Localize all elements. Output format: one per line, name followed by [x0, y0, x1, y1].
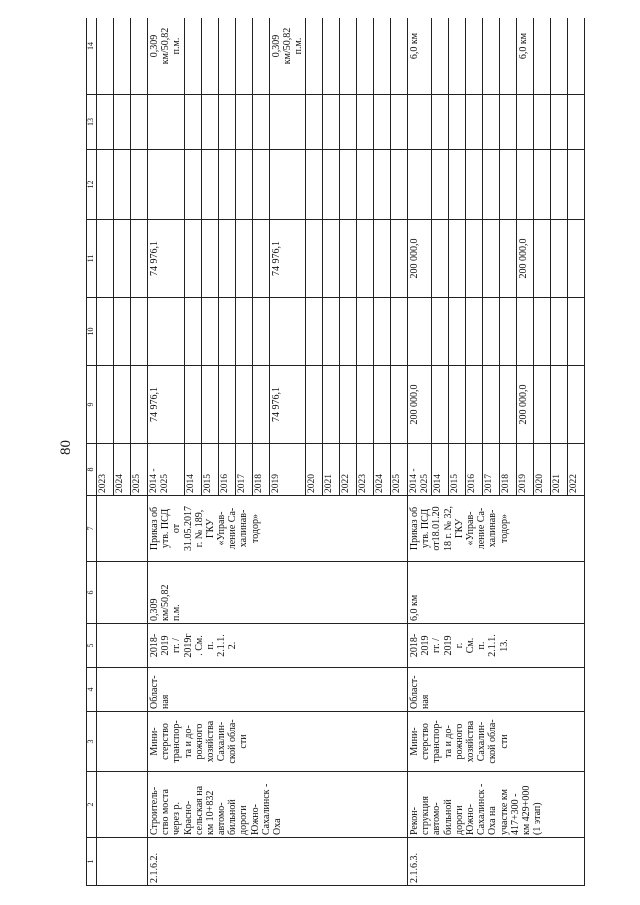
total-col10 [147, 298, 184, 366]
header-cell: 3 [87, 712, 97, 772]
value-cell [96, 366, 113, 444]
value-col10 [551, 298, 568, 366]
value-col11 [357, 220, 374, 298]
value-col12 [517, 150, 534, 220]
value-col13 [184, 95, 201, 150]
value-col13 [218, 95, 235, 150]
value-col12 [269, 150, 306, 220]
value-col12 [483, 150, 500, 220]
header-cell: 4 [87, 668, 97, 712]
value-cell [130, 18, 147, 95]
value-col14 [449, 18, 466, 95]
value-col11 [323, 220, 340, 298]
value-col11 [252, 220, 269, 298]
entry-executor: Мини- стерство транспор- та и до- рожного хозяйства Сахалин- ской обла- сти [147, 712, 407, 772]
value-col12 [201, 150, 218, 220]
header-cell: 1 [87, 838, 97, 886]
value-cell [96, 220, 113, 298]
total-col12 [147, 150, 184, 220]
value-col10 [357, 298, 374, 366]
value-col14 [218, 18, 235, 95]
value-col11 [391, 220, 408, 298]
rotated-table-area [86, 18, 634, 886]
value-col12 [374, 150, 391, 220]
value-cell [96, 18, 113, 95]
year-cell: 2023 [96, 444, 113, 496]
entry-capacity: 6,0 км [408, 562, 585, 624]
value-col14 [323, 18, 340, 95]
header-cell: 7 [87, 496, 97, 562]
year-cell: 2015 [449, 444, 466, 496]
year-cell: 2023 [357, 444, 374, 496]
value-col10 [432, 298, 449, 366]
prev-item-spacer [96, 712, 147, 772]
value-col12 [432, 150, 449, 220]
value-col9: 74 976,1 [269, 366, 306, 444]
year-cell: 2016 [218, 444, 235, 496]
header-row [87, 18, 97, 886]
entry-name: Строитель- ство моста через р. Красно- сельская на км 10+832 автомо- бильной дороги Южно- Сахалинск - Оха [147, 772, 407, 838]
total-years-cell: 2014 - 2025 [147, 444, 184, 496]
value-col13 [323, 95, 340, 150]
value-cell [96, 150, 113, 220]
value-col11 [235, 220, 252, 298]
value-col11 [184, 220, 201, 298]
value-col13 [517, 95, 534, 150]
value-col10 [306, 298, 323, 366]
table-row [147, 18, 184, 886]
year-cell: 2016 [466, 444, 483, 496]
value-col10 [184, 298, 201, 366]
value-col9 [432, 366, 449, 444]
year-cell: 2017 [483, 444, 500, 496]
prev-item-spacer [96, 772, 147, 838]
value-col11 [483, 220, 500, 298]
value-col13 [306, 95, 323, 150]
entry-capacity: 0,309 км/50,82 п.м. [147, 562, 407, 624]
value-col10 [534, 298, 551, 366]
value-cell [113, 95, 130, 150]
value-cell [130, 150, 147, 220]
value-cell [113, 150, 130, 220]
value-col11 [374, 220, 391, 298]
value-col9 [235, 366, 252, 444]
value-col12 [235, 150, 252, 220]
total-col14: 0,309 км/50,82 п.м. [147, 18, 184, 95]
total-col12 [408, 150, 432, 220]
value-col9: 200 000,0 [517, 366, 534, 444]
header-cell: 13 [87, 95, 97, 150]
value-col14 [201, 18, 218, 95]
value-col9 [449, 366, 466, 444]
value-col14 [340, 18, 357, 95]
value-col12 [551, 150, 568, 220]
table-row [96, 18, 113, 886]
value-col9 [466, 366, 483, 444]
total-col13 [147, 95, 184, 150]
total-col10 [408, 298, 432, 366]
entry-basis: Приказ об утв. ПСД от 31.05.2017 г. № 189, ГКУ «Управ- ление Са- халинав- тодор» [147, 496, 407, 562]
year-cell: 2014 [184, 444, 201, 496]
entry-code: 2.1.6.3. [408, 838, 585, 886]
value-col10 [449, 298, 466, 366]
value-col14 [391, 18, 408, 95]
entry-level: Област- ная [147, 668, 407, 712]
value-cell [130, 366, 147, 444]
total-years-cell: 2014 - 2025 [408, 444, 432, 496]
value-col10 [391, 298, 408, 366]
year-cell: 2025 [130, 444, 147, 496]
year-cell: 2025 [391, 444, 408, 496]
value-col11 [449, 220, 466, 298]
value-col12 [306, 150, 323, 220]
value-cell [113, 18, 130, 95]
value-col12 [391, 150, 408, 220]
value-col11: 200 000,0 [517, 220, 534, 298]
value-col9 [568, 366, 585, 444]
value-col9 [306, 366, 323, 444]
entry-period: 2018- 2019 гг. / 2019г . См. п. 2.1.1. 2. [147, 624, 407, 668]
value-col11 [432, 220, 449, 298]
header-cell: 12 [87, 150, 97, 220]
value-col11 [218, 220, 235, 298]
value-col10 [374, 298, 391, 366]
value-col14 [235, 18, 252, 95]
value-col9 [534, 366, 551, 444]
prev-item-spacer [96, 668, 147, 712]
value-col13 [201, 95, 218, 150]
value-col13 [568, 95, 585, 150]
rotated-page-content [86, 18, 634, 886]
value-col10 [323, 298, 340, 366]
value-col13 [466, 95, 483, 150]
value-col14 [551, 18, 568, 95]
year-cell: 2024 [113, 444, 130, 496]
value-col12 [534, 150, 551, 220]
value-col9 [252, 366, 269, 444]
year-cell: 2018 [500, 444, 517, 496]
program-table [86, 18, 585, 886]
total-col11: 74 976,1 [147, 220, 184, 298]
value-col10 [466, 298, 483, 366]
value-col10 [568, 298, 585, 366]
value-col13 [551, 95, 568, 150]
value-col12 [340, 150, 357, 220]
page-number: 80 [57, 439, 74, 455]
value-col13 [252, 95, 269, 150]
value-col9 [391, 366, 408, 444]
value-col14 [357, 18, 374, 95]
value-col11 [466, 220, 483, 298]
value-col10 [517, 298, 534, 366]
table-row [408, 18, 432, 886]
header-cell: 8 [87, 444, 97, 496]
header-cell: 2 [87, 772, 97, 838]
value-col13 [534, 95, 551, 150]
year-cell: 2021 [323, 444, 340, 496]
value-col12 [500, 150, 517, 220]
header-cell: 6 [87, 562, 97, 624]
value-col12 [357, 150, 374, 220]
value-col13 [500, 95, 517, 150]
value-col11 [340, 220, 357, 298]
value-col14 [466, 18, 483, 95]
value-col11 [306, 220, 323, 298]
value-col14 [483, 18, 500, 95]
value-col10 [269, 298, 306, 366]
value-col10 [201, 298, 218, 366]
value-col9 [357, 366, 374, 444]
value-col13 [432, 95, 449, 150]
value-col10 [340, 298, 357, 366]
value-col14 [500, 18, 517, 95]
year-cell: 2019 [269, 444, 306, 496]
value-col9 [374, 366, 391, 444]
value-col14 [184, 18, 201, 95]
value-col10 [235, 298, 252, 366]
value-col12 [252, 150, 269, 220]
total-col9: 200 000,0 [408, 366, 432, 444]
year-cell: 2020 [306, 444, 323, 496]
value-col12 [466, 150, 483, 220]
value-col11: 74 976,1 [269, 220, 306, 298]
value-col9 [323, 366, 340, 444]
value-col13 [449, 95, 466, 150]
prev-item-spacer [96, 562, 147, 624]
value-col13 [235, 95, 252, 150]
total-col11: 200 000,0 [408, 220, 432, 298]
value-cell [96, 298, 113, 366]
value-col13 [483, 95, 500, 150]
value-col11 [551, 220, 568, 298]
year-cell: 2022 [340, 444, 357, 496]
value-col14 [432, 18, 449, 95]
header-cell: 5 [87, 624, 97, 668]
prev-item-spacer [96, 838, 147, 886]
value-col14 [568, 18, 585, 95]
value-col12 [568, 150, 585, 220]
value-cell [130, 220, 147, 298]
total-col13 [408, 95, 432, 150]
value-col9 [201, 366, 218, 444]
entry-level: Област- ная [408, 668, 585, 712]
value-col14 [252, 18, 269, 95]
value-cell [130, 298, 147, 366]
value-cell [130, 95, 147, 150]
year-cell: 2018 [252, 444, 269, 496]
value-col9 [218, 366, 235, 444]
value-col12 [449, 150, 466, 220]
value-col14: 6,0 км [517, 18, 534, 95]
entry-code: 2.1.6.2. [147, 838, 407, 886]
value-col14 [534, 18, 551, 95]
value-col9 [551, 366, 568, 444]
table-body [96, 18, 584, 886]
value-col13 [391, 95, 408, 150]
entry-executor: Мини- стерство транспор- та и до- рожного хозяйства Сахалин- ской обла- сти [408, 712, 585, 772]
value-col10 [500, 298, 517, 366]
value-col10 [218, 298, 235, 366]
value-col11 [534, 220, 551, 298]
entry-name: Рекон- струкция автомо- бильной дороги Южно- Сахалинск - Оха на участке км 417+300 - км 429+000 (1 этап) [408, 772, 585, 838]
value-cell [113, 298, 130, 366]
total-col14: 6,0 км [408, 18, 432, 95]
value-col13 [340, 95, 357, 150]
value-col9 [184, 366, 201, 444]
value-cell [96, 95, 113, 150]
value-col13 [357, 95, 374, 150]
header-cell: 11 [87, 220, 97, 298]
value-col12 [218, 150, 235, 220]
value-col12 [323, 150, 340, 220]
value-col14: 0,309 км/50,82 п.м. [269, 18, 306, 95]
value-col9 [483, 366, 500, 444]
year-cell: 2017 [235, 444, 252, 496]
year-cell: 2019 [517, 444, 534, 496]
year-cell: 2014 [432, 444, 449, 496]
value-col9 [500, 366, 517, 444]
value-cell [113, 220, 130, 298]
value-col11 [568, 220, 585, 298]
year-cell: 2024 [374, 444, 391, 496]
value-cell [113, 366, 130, 444]
year-cell: 2015 [201, 444, 218, 496]
total-col9: 74 976,1 [147, 366, 184, 444]
value-col11 [201, 220, 218, 298]
prev-item-spacer [96, 624, 147, 668]
value-col13 [374, 95, 391, 150]
value-col10 [483, 298, 500, 366]
header-cell: 14 [87, 18, 97, 95]
year-cell: 2020 [534, 444, 551, 496]
value-col14 [374, 18, 391, 95]
header-cell: 9 [87, 366, 97, 444]
year-cell: 2021 [551, 444, 568, 496]
year-cell: 2022 [568, 444, 585, 496]
header-cell: 10 [87, 298, 97, 366]
entry-basis: Приказ об утв. ПСД от18.01.20 18 г. № 32, ГКУ «Управ- ление Са- халинав- тодор» [408, 496, 585, 562]
value-col12 [184, 150, 201, 220]
value-col10 [252, 298, 269, 366]
prev-item-spacer [96, 496, 147, 562]
value-col11 [500, 220, 517, 298]
entry-period: 2018- 2019 гг. / 2019 г. См. п. 2.1.1. 13. [408, 624, 585, 668]
value-col14 [306, 18, 323, 95]
value-col13 [269, 95, 306, 150]
value-col9 [340, 366, 357, 444]
